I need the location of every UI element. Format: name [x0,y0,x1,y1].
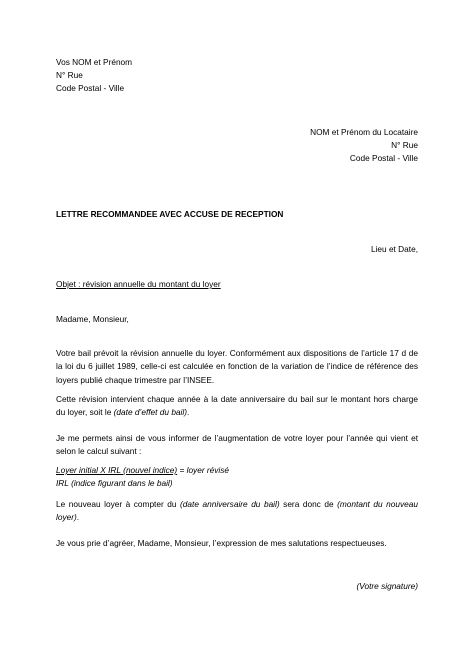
paragraph-4-amount: (montant du nouveau loyer) [56,499,418,523]
paragraph-2-text: Cette révision intervient chaque année à la date anniversaire du bail sur le montant hors charge du loyer, soit le [56,394,418,418]
formula-numerator: Loyer initial X IRL (nouvel indice) [56,465,178,475]
sender-name: Vos NOM et Prénom [56,57,133,67]
closing: Je vous prie d’agréer, Madame, Monsieur, l’expression de mes salutations respectueuses. [56,538,387,548]
formula-result: = loyer révisé [177,465,230,475]
paragraph-2 [56,393,418,420]
paragraph-2-end: . [187,407,190,418]
signature: (Votre signature) [356,581,418,591]
recipient-street: N° Rue [391,140,418,150]
sender-street: N° Rue [56,70,83,80]
recipient-name: NOM et Prénom du Locataire [310,127,418,137]
paragraph-4-end: . [76,512,80,523]
place-date: Lieu et Date, [370,244,418,254]
paragraph-4-middle: sera donc de [279,499,338,509]
subject-line: Objet : révision annuelle du montant du loyer [56,279,221,289]
recipient-city: Code Postal - Ville [349,153,418,163]
salutation: Madame, Monsieur, [56,314,129,324]
sender-city: Code Postal - Ville [56,83,125,93]
paragraph-1: Votre bail prévoit la révision annuelle du loyer. Conformément aux dispositions de l’article 17 d de la loi du 6 juillet 1989, celle-ci est calculée en fonction de la variation de l’indice de référence des loyers publié chaque trimestre par l’INSEE. [56,348,418,385]
paragraph-4 [56,498,418,525]
paragraph-3: Je me permets ainsi de vous informer de l’augmentation de votre loyer pour l’année qui vient et selon le calcul suivant : [56,433,418,457]
formula-denominator: IRL (indice figurant dans le bail) [56,478,173,488]
letter-heading: LETTRE RECOMMANDEE AVEC ACCUSE DE RECEPTION [56,209,284,219]
paragraph-4-start: Le nouveau loyer à compter du [56,499,181,509]
paragraph-4-date: (date anniversaire du bail) [180,499,280,509]
paragraph-2-date: (date d’effet du bail) [113,407,187,418]
